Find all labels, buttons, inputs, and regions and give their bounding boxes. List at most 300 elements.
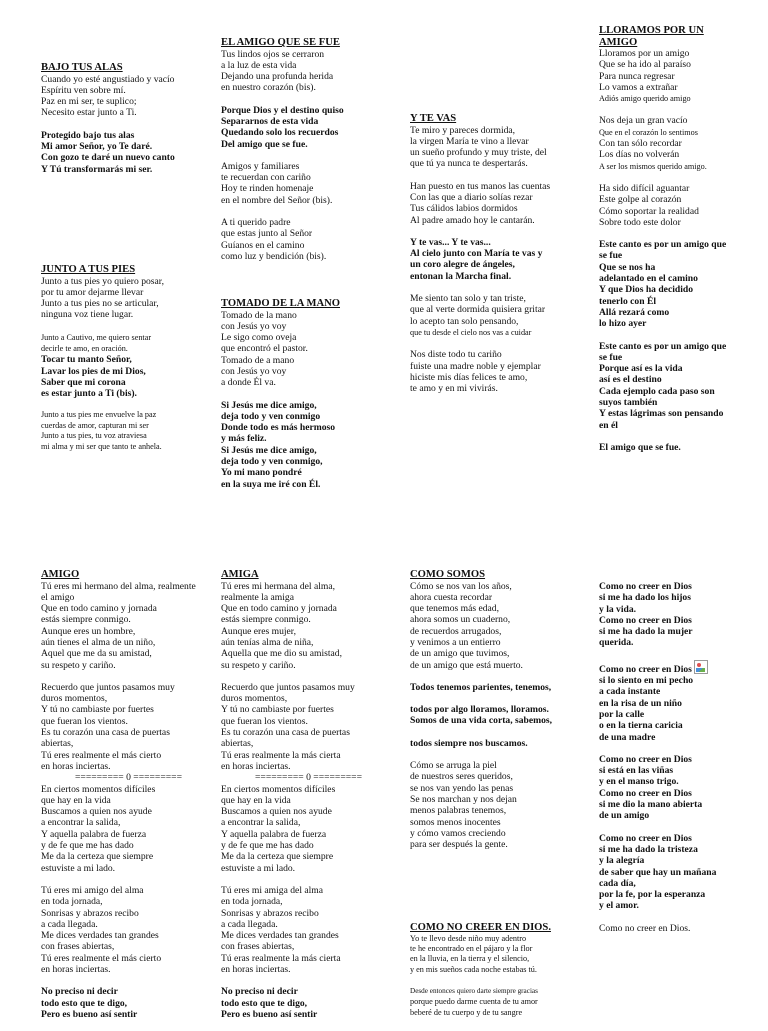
lyric-line: Que en todo camino y jornada [41, 603, 157, 615]
lyric-line: Al padre amado hoy le cantarán. [410, 214, 535, 226]
lyric-line: Buscamos a quien nos ayude [41, 806, 152, 818]
lyric-line: Me da la certeza que siempre [221, 851, 334, 863]
song-title: AMIGA [221, 569, 259, 580]
lyric-line: Al cielo junto con María te vas y [410, 248, 543, 260]
lyric-line: Recuerdo que juntos pasamos muy [221, 681, 355, 693]
lyric-line: y venimos a un entierro [410, 636, 501, 648]
stanza [599, 183, 767, 228]
lyric-line: Donde todo es más hermoso [221, 422, 336, 434]
stanza [410, 237, 590, 282]
song-title-line2: AMIGO [599, 36, 638, 48]
lyric-line: si me ha dado la mujer [599, 626, 693, 638]
lyric-line: es estar junto a Ti (bis). [41, 388, 137, 400]
lyric-line: con Jesús yo voy [221, 365, 287, 377]
lyric-line: A ti querido padre [221, 217, 291, 229]
lyric-line: Tú eres realmente el más cierto [41, 749, 162, 761]
song-lyrics [221, 310, 391, 490]
lyric-line: Separarnos de esta vida [221, 115, 319, 127]
stanza [599, 115, 767, 171]
lyric-line: Que se ha ido al paraíso [599, 59, 691, 71]
lyric-line: todo esto que te digo, [221, 997, 308, 1009]
lyric-line: Como no creer en Dios [599, 787, 692, 799]
stanza [41, 130, 211, 175]
stanza [599, 754, 767, 822]
lyric-line: en horas inciertas. [221, 964, 291, 975]
lyric-line: a donde Él va. [221, 377, 276, 389]
lyric-line: abiertas, [221, 738, 254, 750]
lyric-line: Aunque eres mujer, [221, 625, 297, 637]
lyric-line: Te miro y pareces dormida, [410, 124, 516, 136]
song-lyrics [599, 581, 767, 934]
lyric-line: y en mis sueños cada noche estabas tú. [410, 964, 537, 974]
lyric-line: que fueran los vientos. [221, 715, 308, 727]
lyric-line: Cómo se nos van los años, [410, 580, 512, 592]
lyric-line: Sonrisas y abrazos recibo [221, 907, 319, 919]
stanza [599, 239, 767, 329]
lyric-line: somos menos inocentes [410, 816, 501, 828]
lyric-line: estuviste a mi lado. [41, 862, 116, 874]
song-lyrics [599, 48, 767, 453]
lyric-line: te recuerdan con cariño [221, 172, 311, 184]
lyric-line: en horas inciertas. [221, 760, 291, 772]
lyric-line: Adiós amigo querido amigo [599, 94, 691, 104]
lyric-line: cuerdas de amor, capturan mi ser [41, 420, 149, 430]
lyric-line: lo hizo ayer [599, 318, 647, 330]
lyric-line: todos siempre nos buscamos. [410, 737, 528, 749]
lyric-line: que encontró el pastor. [221, 343, 308, 355]
lyric-line: Y tú no cambiaste por fuertes [41, 704, 154, 716]
lyric-line: Este canto es por un amigo que [599, 239, 727, 251]
lyric-line: se nos van yendo las penas [410, 782, 514, 794]
lyric-line: su respeto y cariño. [221, 659, 296, 671]
lyric-line: Saber que mi corona [41, 376, 126, 388]
lyric-line: que al verte dormida quisiera gritar [410, 304, 546, 316]
lyric-line: abiertas, [41, 738, 74, 750]
lyric-line: Guíanos en el camino [221, 239, 305, 251]
stanza [41, 885, 216, 975]
song-lyrics [410, 934, 590, 1019]
lyric-line: En ciertos momentos difíciles [41, 783, 156, 795]
stanza [599, 442, 767, 453]
lyric-line: Los días no volverán [599, 149, 680, 161]
lyric-line: Como no creer en Dios [599, 753, 692, 765]
lyric-line: El amigo que se fue. [599, 441, 681, 453]
lyric-line: Me siento tan solo y tan triste, [410, 293, 526, 305]
lyric-line: para ser después la gente. [410, 839, 508, 851]
lyric-line: Es tu corazón una casa de puertas [41, 727, 170, 739]
stanza [410, 738, 590, 749]
lyric-line: de una madre [599, 731, 656, 743]
stanza [41, 276, 211, 321]
stanza [221, 400, 391, 490]
lyric-line: y la vida. [599, 603, 637, 615]
song-como-no-creer-en-dios [410, 922, 590, 1030]
lyric-line: Si Jesús me dice amigo, [221, 444, 317, 456]
lyric-line: deja todo y ven conmigo, [221, 456, 323, 468]
lyric-line: en la lluvia, en la tierra y el silencio, [410, 954, 530, 964]
lyric-line: de recuerdos arrugados, [410, 625, 502, 637]
lyric-line: Cada ejemplo cada paso son [599, 385, 715, 397]
lyric-line: Recuerdo que juntos pasamos muy [41, 681, 175, 693]
lyric-line: en la risa de un niño [599, 697, 682, 709]
stanza [41, 986, 216, 1020]
lyric-line: Sobre todo este dolor [599, 216, 681, 228]
lyric-line: duros momentos, [221, 693, 288, 705]
lyric-line: por la fe, por la esperanza [599, 889, 706, 901]
image-placeholder-icon [694, 660, 708, 674]
lyric-line: de saber que hay un mañana [599, 866, 717, 878]
lyric-line: Le sigo como oveja [221, 332, 297, 344]
lyric-line: suyos también [599, 397, 658, 409]
song-title: COMO NO CREER EN DIOS. [410, 922, 551, 933]
song-lloramos-por-un-amigo [599, 25, 767, 464]
lyric-line: Junto a Cautivo, me quiero sentar [41, 332, 152, 342]
lyric-line: el amigo [41, 591, 75, 603]
lyric-line: si me ha dado la tristeza [599, 843, 698, 855]
song-lyrics [41, 581, 216, 1021]
lyric-line: ahora cuesta recordar [410, 591, 493, 603]
lyric-line: Y estas lágrimas son pensando [599, 408, 724, 420]
stanza [410, 682, 590, 693]
lyric-line: Como no creer en Dios [599, 614, 692, 626]
lyric-line: en horas inciertas. [41, 760, 111, 772]
lyric-line: en toda jornada, [221, 896, 283, 908]
lyric-line: con frases abiertas, [41, 941, 115, 953]
stanza [410, 125, 590, 170]
song-y-te-vas [410, 113, 590, 405]
lyric-line: No preciso ni decir [41, 986, 118, 998]
lyric-line: o en la tierna caricia [599, 720, 683, 732]
lyric-line: Junto a tus pies yo quiero posar, [41, 275, 164, 287]
lyric-line: Lavar los pies de mi Dios, [41, 365, 146, 377]
lyric-line: Tú eres mi hermana del alma, [221, 580, 336, 592]
lyric-line: hiciste mis días felices te amo, [410, 371, 528, 383]
lyric-line: Tú eras realmente la más cierta [221, 749, 341, 761]
lyric-line: Con gozo te daré un nuevo canto [41, 152, 175, 164]
lyric-line: Desde entonces quiero darte siempre gracias [410, 987, 538, 996]
lyric-line: Como no creer en Dios [599, 663, 692, 675]
lyric-line: que tenemos más edad, [410, 603, 499, 615]
lyric-line: aún tienes el alma de un niño, [41, 636, 156, 648]
song-como-somos [410, 569, 590, 861]
lyric-line: Aunque eres un hombre, [41, 625, 136, 637]
lyric-line: aún tenías alma de niña, [221, 636, 314, 648]
stanza [410, 349, 590, 394]
lyric-line: Tus cálidos labios dormidos [410, 203, 518, 215]
lyric-line: Nos diste todo tu cariño [410, 349, 502, 361]
lyric-line: se fue [599, 351, 623, 363]
lyric-line: Cómo soportar la realidad [599, 205, 699, 217]
lyric-line: Y aquella palabra de fuerza [221, 828, 327, 840]
lyric-line: Tú eres mi amiga del alma [221, 884, 324, 896]
lyric-line: Aquella que me dio su amistad, [221, 648, 342, 660]
lyric-line: Porque Dios y el destino quiso [221, 104, 344, 116]
stanza [410, 934, 590, 976]
stanza [599, 660, 767, 743]
stanza [410, 293, 590, 338]
lyric-line: Quedando solo los recuerdos [221, 127, 339, 139]
stanza [41, 410, 211, 452]
lyric-line: con frases abiertas, [221, 941, 295, 953]
stanza [221, 161, 391, 206]
lyric-line: como luz y bendición (bis). [221, 250, 327, 262]
lyric-line: Somos de una vida corta, sabemos, [410, 715, 553, 727]
lyric-line: Allá rezará como [599, 306, 670, 318]
lyric-line: y de fe que me has dado [41, 840, 134, 852]
song-title: JUNTO A TUS PIES [41, 264, 136, 275]
stanza [599, 833, 767, 912]
stanza [410, 704, 590, 727]
stanza [599, 48, 767, 104]
lyric-line: Necesito estar junto a Ti. [41, 107, 137, 119]
lyric-line: Yo te llevo desde niño muy adentro [410, 933, 527, 943]
lyric-line: si lo siento en mi pecho [599, 675, 694, 687]
lyric-line: Hoy te rinden homenaje [221, 183, 314, 195]
lyric-line: Dejando una profunda herida [221, 71, 334, 83]
lyric-line: Buscamos a quien nos ayude [221, 806, 332, 818]
lyric-line: la virgen María te vino a llevar [410, 135, 529, 147]
lyric-line: Cómo se arruga la piel [410, 760, 497, 772]
lyric-line: Junto a tus pies me envuelve la paz [41, 410, 157, 420]
lyric-line: de un amigo que tuvimos, [410, 648, 510, 660]
lyric-line: así es el destino [599, 374, 662, 386]
lyric-line: por tu amor dejarme llevar [41, 286, 144, 298]
lyric-line: Protegido bajo tus alas [41, 129, 135, 141]
lyric-line: Este golpe al corazón [599, 194, 682, 206]
lyric-line: que hay en la vida [41, 794, 111, 806]
lyric-line: a encontrar la salida, [221, 817, 301, 829]
lyric-line: Este canto es por un amigo que [599, 340, 727, 352]
lyric-line: Tú eras realmente la más cierta [221, 952, 341, 964]
lyric-line: Tú eres mi amigo del alma [41, 884, 144, 896]
song-amigo [41, 569, 216, 1031]
lyric-line: duros momentos, [41, 693, 108, 705]
lyric-line: un sueño profundo y muy triste, del [410, 147, 547, 159]
lyric-line: a cada instante [599, 686, 661, 698]
lyric-line: Espíritu ven sobre mí. [41, 84, 126, 96]
lyric-line: Que se nos ha [599, 261, 656, 273]
lyric-line: Tus lindos ojos se cerraron [221, 48, 325, 60]
song-title: TOMADO DE LA MANO [221, 298, 340, 309]
lyric-line: Que en todo camino y jornada [221, 603, 337, 615]
lyric-line: decirle te amo, en oración. [41, 343, 128, 353]
stanza [41, 332, 211, 400]
lyric-line: Si Jesús me dice amigo, [221, 399, 317, 411]
lyric-line: Y aquella palabra de fuerza [41, 828, 147, 840]
lyric-line: Pero es bueno así sentir [41, 1008, 138, 1020]
song-lyrics [410, 125, 590, 395]
lyric-line: si me ha dado los hijos [599, 592, 691, 604]
stanza [599, 923, 767, 934]
lyric-line: Mi amor Señor, yo Te daré. [41, 140, 153, 152]
lyric-line: que tú ya nunca te despertarás. [410, 158, 528, 170]
lyric-line: todos por algo lloramos, lloramos. [410, 704, 549, 716]
song-title: Y TE VAS [410, 113, 457, 124]
lyric-line: Lo vamos a extrañar [599, 81, 678, 93]
lyric-line: ninguna voz tiene lugar. [41, 309, 134, 321]
lyric-line: En ciertos momentos difíciles [221, 783, 336, 795]
stanza [410, 986, 590, 1019]
stanza [221, 581, 396, 671]
lyric-line: ========= 0 ========= [75, 772, 182, 784]
lyric-line: Me da la certeza que siempre [41, 851, 154, 863]
stanza [221, 885, 396, 975]
lyric-line: estás siempre conmigo. [41, 614, 131, 626]
song-title: EL AMIGO QUE SE FUE [221, 37, 340, 48]
song-lyrics [221, 49, 391, 263]
stanza [599, 581, 767, 649]
lyric-line: Y te vas... Y te vas... [410, 236, 491, 248]
lyric-line: Con las que a diario solías rezar [410, 191, 533, 203]
stanza [221, 49, 391, 94]
lyric-line: fuiste una madre noble y ejemplar [410, 360, 541, 372]
lyric-line: Junto a tus pies, tu voz atraviesa [41, 431, 147, 441]
lyric-line: ========= 0 ========= [255, 772, 362, 784]
lyric-line: en la suya me iré con Él. [221, 478, 321, 490]
lyric-line: Paz en mi ser, te suplico; [41, 96, 137, 108]
lyric-line: Como no creer en Dios [599, 581, 692, 592]
lyric-line: a encontrar la salida, [41, 817, 121, 829]
lyric-line: querida. [599, 637, 634, 649]
lyric-line: porque puedo darme cuenta de tu amor [410, 997, 538, 1007]
lyric-line: Y tú no cambiaste por fuertes [221, 704, 334, 716]
lyric-line: de nuestros seres queridos, [410, 771, 513, 783]
lyric-line: en nuestro corazón (bis). [221, 82, 316, 94]
song-title: BAJO TUS ALAS [41, 62, 123, 73]
lyric-line: y la alegría [599, 855, 645, 867]
stanza [221, 105, 391, 150]
stanza [41, 581, 216, 671]
lyric-line: Pero es bueno así sentir [221, 1008, 318, 1020]
stanza [221, 310, 391, 389]
lyric-line: entonan la Marcha final. [410, 270, 512, 282]
lyric-line: No preciso ni decir [221, 986, 298, 998]
lyric-line: Ha sido difícil aguantar [599, 182, 690, 194]
lyric-line: en toda jornada, [41, 896, 103, 908]
lyric-line: y más feliz. [221, 433, 267, 445]
song-lyrics [41, 276, 211, 453]
lyric-line: en el nombre del Señor (bis). [221, 194, 333, 206]
lyric-line: tenerlo con Él [599, 295, 657, 307]
lyric-line: Cuando yo esté angustiado y vacío [41, 73, 175, 85]
lyric-line: Tocar tu manto Señor, [41, 354, 132, 366]
stanza [599, 341, 767, 431]
stanza [410, 760, 590, 850]
lyric-line: te he encontrado en el pájaro y la flor [410, 943, 533, 953]
lyric-line: Tú eres realmente el más cierto [41, 952, 162, 964]
lyric-line: Amigos y familiares [221, 160, 300, 172]
lyric-line: si me dio la mano abierta [599, 799, 703, 811]
lyric-line: a cada llegada. [221, 918, 278, 930]
lyric-line: su respeto y cariño. [41, 659, 116, 671]
lyric-line: cada día, [599, 877, 636, 889]
lyric-line: a cada llegada. [41, 918, 98, 930]
lyric-line: Tú eres mi hermano del alma, realmente [41, 580, 196, 592]
song-lyrics [221, 581, 396, 1021]
lyric-line: Porque así es la vida [599, 363, 683, 375]
lyric-line: que hay en la vida [221, 794, 291, 806]
song-lyrics [41, 74, 211, 175]
song-junto-a-tus-pies [41, 264, 211, 463]
lyric-line: Nos deja un gran vacío [599, 115, 688, 127]
lyric-line: de un amigo que está muerto. [410, 659, 523, 671]
lyric-line: y cómo vamos creciendo [410, 827, 506, 839]
lyric-line: de un amigo [599, 810, 650, 822]
lyric-line: Y que Dios ha decidido [599, 284, 694, 296]
lyric-line: realmente la amiga [221, 591, 294, 603]
lyric-line: Del amigo que se fue. [221, 138, 308, 150]
lyric-line: Yo mi mano pondré [221, 467, 302, 479]
lyric-line-wrap [599, 660, 767, 675]
lyric-line: Tomado de a mano [221, 354, 295, 366]
lyric-line: se fue [599, 250, 623, 262]
lyric-line: por la calle [599, 708, 645, 720]
lyric-line: que fueran los vientos. [41, 715, 128, 727]
stanza [221, 217, 391, 262]
song-bajo-tus-alas [41, 62, 211, 186]
lyric-line: si está en las viñas [599, 765, 674, 777]
lyric-line: te amo y en mi vivirás. [410, 383, 498, 395]
song-title-line1: LLORAMOS POR UN [599, 25, 704, 36]
lyric-line: Tomado de la mano [221, 309, 297, 321]
lyric-line: ahora somos un cuaderno, [410, 614, 511, 626]
lyric-line: Que en el corazón lo sentimos [599, 127, 698, 137]
lyric-line: Es tu corazón una casa de puertas [221, 727, 350, 739]
song-lyrics [410, 581, 590, 851]
lyric-line: Y Tú transformarás mi ser. [41, 163, 153, 175]
lyric-line: Se nos marchan y nos dejan [410, 793, 517, 805]
lyric-line: Como no creer en Dios [599, 832, 692, 844]
stanza [221, 682, 396, 874]
lyric-line: Me dices verdades tan grandes [221, 930, 339, 942]
stanza [410, 581, 590, 671]
stanza [221, 986, 396, 1020]
lyric-line: estás siempre conmigo. [221, 614, 311, 626]
song-como-no-creer-chorus [599, 581, 767, 945]
lyric-line: y el amor. [599, 900, 639, 912]
lyric-line: que tu desde el cielo nos vas a cuidar [410, 327, 532, 337]
lyric-line: menos palabras tenemos, [410, 805, 507, 817]
lyric-line: en horas inciertas. [41, 964, 111, 975]
lyric-line: Con tan sólo recordar [599, 138, 682, 150]
lyric-line: deja todo y ven conmigo [221, 410, 321, 422]
song-title: COMO SOMOS [410, 569, 486, 580]
stanza [410, 181, 590, 226]
song-el-amigo-que-se-fue [221, 37, 391, 273]
lyric-line: lo acepto tan solo pensando, [410, 315, 519, 327]
song-title: AMIGO [41, 569, 80, 580]
song-tomado-de-la-mano [221, 298, 391, 501]
lyric-line: un coro alegre de ángeles, [410, 259, 515, 271]
lyric-line: A ser los mismos querido amigo. [599, 161, 707, 171]
lyric-line: estuviste a mi lado. [221, 862, 296, 874]
lyric-line: que estas junto al Señor [221, 228, 313, 240]
lyric-line: con Jesús yo voy [221, 320, 287, 332]
lyric-line: y en el manso trigo. [599, 776, 679, 788]
lyric-line: todo esto que te digo, [41, 997, 128, 1009]
lyric-line: en él [599, 419, 618, 431]
lyric-line: Sonrisas y abrazos recibo [41, 907, 139, 919]
lyric-line: Aquel que me da su amistad, [41, 648, 152, 660]
lyric-line: Han puesto en tus manos las cuentas [410, 180, 551, 192]
stanza [41, 682, 216, 874]
lyric-line: Me dices verdades tan grandes [41, 930, 159, 942]
lyric-line: Como no creer en Dios. [599, 922, 691, 934]
lyric-line: Junto a tus pies no se articular, [41, 298, 159, 310]
lyric-line: Todos tenemos parientes, tenemos, [410, 681, 552, 693]
lyric-line: beberé de tu cuerpo y de tu sangre [410, 1008, 523, 1018]
lyric-line: mi alma y mi ser que tanto te anhela. [41, 441, 162, 451]
